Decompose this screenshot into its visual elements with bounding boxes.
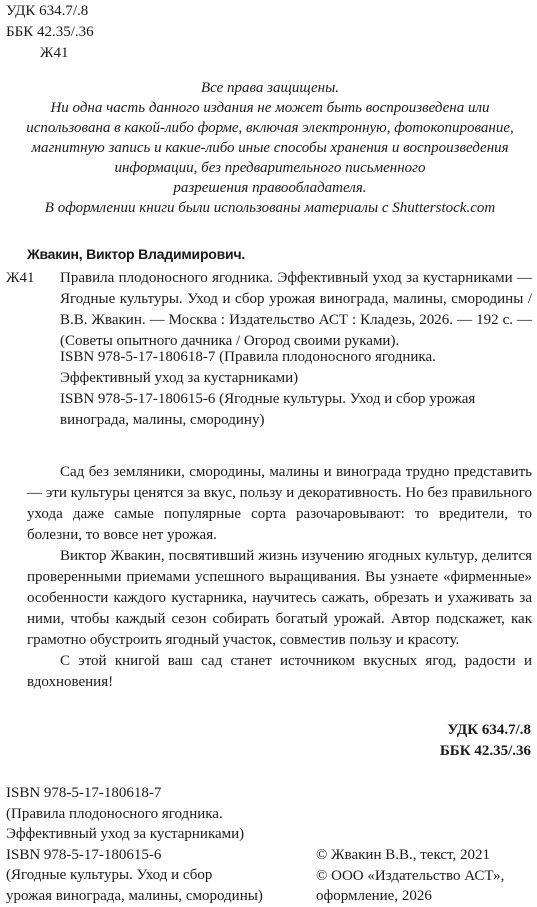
top-classification-codes xyxy=(6,1,94,64)
isbn-line: ISBN 978-5-17-180615-6 xyxy=(6,846,162,863)
isbn-line: (Правила плодоносного ягодника. xyxy=(6,805,223,822)
bottom-isbn-list xyxy=(6,783,263,906)
isbn-line: винограда, малины, смородину) xyxy=(60,412,265,428)
udk-code: УДК 634.7/.8 xyxy=(6,3,89,19)
rights-notice xyxy=(20,78,520,218)
rights-line: разрешения правообладателя. xyxy=(173,180,367,196)
bottom-classification-codes xyxy=(440,720,531,762)
author-mark: Ж41 xyxy=(40,45,69,61)
author-heading: Жвакин, Виктор Владимирович. xyxy=(27,246,246,262)
copyright-line: оформление, 2026 xyxy=(316,888,432,904)
rights-line: информации, без предварительного письменного xyxy=(114,160,426,176)
isbn-line: ISBN 978-5-17-180615-6 (Ягодные культуры. Уход и сбор урожая xyxy=(60,391,476,407)
bbk-code-bold: ББК 42.35/.36 xyxy=(439,743,531,759)
rights-line: Ни одна часть данного издания не может быть воспроизведена или xyxy=(50,100,490,116)
isbn-line: (Ягодные культуры. Уход и сбор xyxy=(6,867,213,883)
rights-line: В оформлении книги были использованы материалы с Shutterstock.com xyxy=(44,200,496,216)
rights-line: магнитную запись и какие-либо иные способы хранения и воспроизведения xyxy=(31,140,509,156)
copyright-line: © Жвакин В.В., текст, 2021 xyxy=(316,847,490,863)
bbk-code: ББК 42.35/.36 xyxy=(6,24,94,40)
annotation-paragraph: С этой книгой ваш сад станет источником вкусных ягод, радости и вдохновения! xyxy=(27,653,532,690)
isbn-line: урожая винограда, малины, смородины) xyxy=(6,887,263,904)
copyright-notice xyxy=(316,845,504,907)
isbn-list xyxy=(60,347,532,431)
isbn-line: ISBN 978-5-17-180618-7 (Правила плодоносного ягодника. xyxy=(60,349,436,365)
bibliography-description: Правила плодоносного ягодника. Эффективный уход за кустарниками — Ягодные культуры. Уход и сбор урожая винограда, малины, смородины / В.В. Жвакин. — Москва : Издательство АСТ : Кладезь, 2026. — 192 с. — (Советы опытного дачника / Огород своими руками). xyxy=(60,270,532,349)
rights-line: Все права защищены. xyxy=(200,80,340,96)
udk-code-bold: УДК 634.7/.8 xyxy=(447,722,531,738)
copyright-line: © ООО «Издательство АСТ», xyxy=(316,867,505,884)
isbn-line: Эффективный уход за кустарниками) xyxy=(6,826,245,842)
isbn-line: Эффективный уход за кустарниками) xyxy=(60,370,299,386)
bibliography-code: Ж41 xyxy=(6,270,35,286)
isbn-line: ISBN 978-5-17-180618-7 xyxy=(6,785,162,801)
annotation-paragraph: Сад без земляники, смородины, малины и винограда трудно представить — эти культуры ценятся за вкус, пользу и декоративность. Но без правильного ухода даже самые популярные сорта разочаровывают: то вредители, то болезни, то вовсе нет урожая. xyxy=(27,464,532,543)
rights-line: использована в какой-либо форме, включая электронную, фотокопирование, xyxy=(26,120,514,136)
annotation-paragraph: Виктор Жвакин, посвятивший жизнь изучению ягодных культур, делится проверенными приемами успешного выращивания. Вы узнаете «фирменные» особенности каждого кустарника, научитесь сажать, обрезать и ухаживать за ними, чтобы каждый сезон собирать богатый урожай. Автор подскажет, как грамотно обустроить ягодный участок, совместив пользу и красоту. xyxy=(27,548,532,648)
annotation xyxy=(27,462,532,693)
